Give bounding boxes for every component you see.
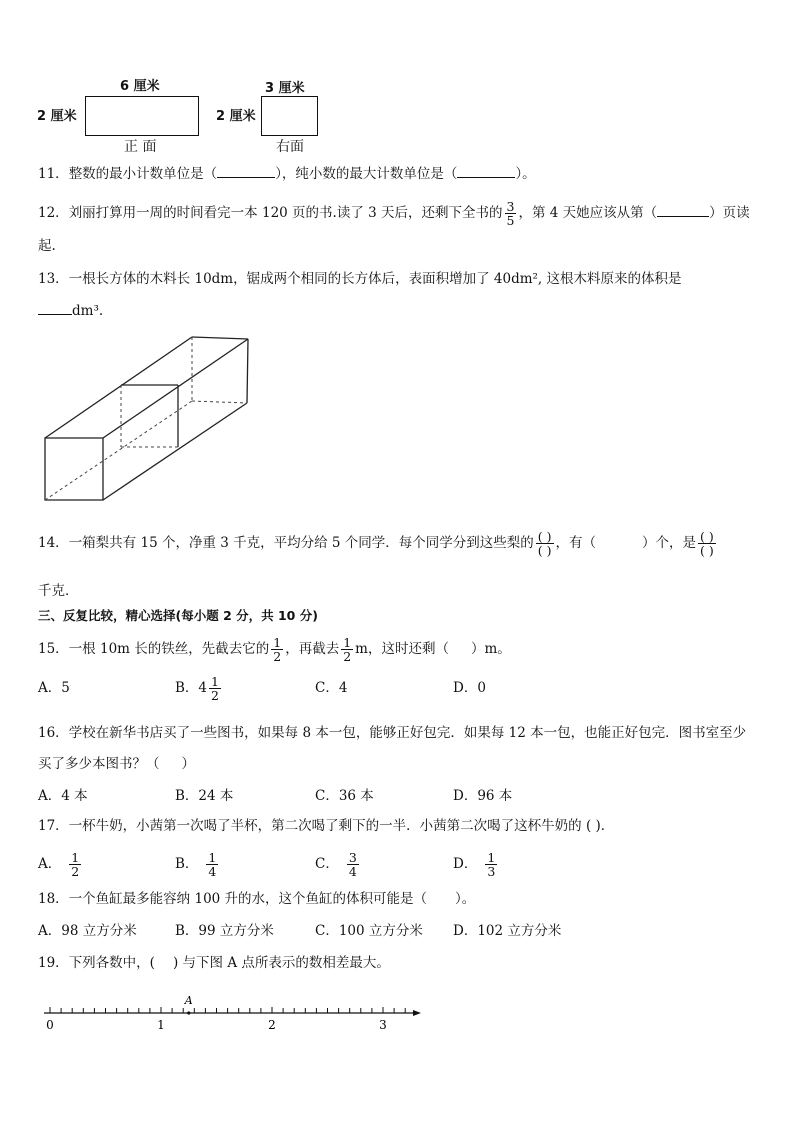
option-d[interactable]	[453, 845, 499, 883]
question-text: 整数的最小计数单位是（	[68, 166, 218, 182]
fraction-denominator: 2	[343, 649, 352, 664]
question-text: ）。	[515, 166, 536, 182]
question-text: ）	[181, 756, 195, 772]
fraction-numerator: ( )	[537, 528, 552, 544]
front-top-label: 6 厘米	[120, 79, 160, 94]
cuboid-diagram	[40, 332, 255, 504]
option-a[interactable]	[38, 845, 83, 883]
question-number: 16．	[38, 725, 69, 741]
cuboid-edge	[103, 403, 247, 500]
question-number: 19．	[38, 955, 69, 971]
point-a-label: A	[184, 994, 193, 1007]
question-text: 下列各数中，(	[68, 955, 155, 971]
question-13	[38, 273, 682, 287]
tick-label: 1	[157, 1018, 165, 1032]
option-b[interactable]: B．24 本	[175, 788, 234, 804]
question-12	[38, 198, 750, 228]
fraction	[206, 851, 218, 878]
question-text: ）个，是	[642, 535, 697, 551]
answer-blank[interactable]	[217, 177, 275, 178]
front-rectangle	[85, 96, 199, 136]
question-number: 15．	[38, 641, 69, 657]
option-a[interactable]: A．5	[38, 680, 70, 696]
question-text: 一个鱼缸最多能容纳 100 升的水，这个鱼缸的体积可能是（	[68, 891, 428, 907]
fraction	[341, 636, 353, 663]
fraction-denominator: 2	[71, 864, 80, 879]
fraction-blank[interactable]	[698, 530, 716, 557]
question-16	[38, 727, 746, 741]
cuboid-front-face	[45, 438, 103, 500]
fraction	[505, 200, 517, 227]
answer-blank[interactable]	[657, 216, 709, 217]
option-label: D．	[453, 856, 478, 872]
cuboid-edge	[103, 339, 248, 438]
question-12-continuation: 起.	[38, 238, 56, 254]
right-rectangle	[261, 96, 318, 136]
answer-blank[interactable]	[38, 314, 72, 315]
fraction-numerator: 1	[343, 634, 352, 650]
fraction-denominator: 2	[273, 649, 282, 664]
hidden-edge	[45, 401, 192, 500]
fraction-denominator: ( )	[700, 543, 714, 558]
question-15	[38, 632, 511, 666]
question-14	[38, 524, 718, 562]
cuboid-edge	[247, 339, 248, 403]
question-text: ）页读	[709, 205, 750, 221]
fraction-numerator: 1	[273, 634, 282, 650]
fraction-blank[interactable]	[536, 530, 554, 557]
question-text: ，有（	[555, 535, 597, 551]
fraction	[485, 851, 497, 878]
fraction-denominator: 4	[208, 864, 217, 879]
fraction-numerator: 1	[71, 849, 80, 865]
front-side-label: 2 厘米	[37, 109, 77, 124]
option-c[interactable]	[315, 845, 361, 883]
question-13-continuation	[38, 305, 103, 319]
question-text: 买了多少本图书？（	[38, 756, 160, 772]
question-19	[38, 957, 390, 971]
right-top-label: 3 厘米	[265, 81, 305, 96]
question-14-continuation: 千克．	[38, 583, 79, 599]
question-number: 11．	[38, 166, 69, 182]
question-text: 一根 10m 长的铁丝，先截去它的	[68, 641, 270, 657]
answer-blank[interactable]	[457, 177, 515, 178]
option-d[interactable]: D．0	[453, 680, 486, 696]
right-bottom-label: 右面	[276, 139, 304, 155]
fraction-numerator: 1	[208, 849, 217, 865]
point-a-marker	[187, 1011, 190, 1014]
fraction-denominator: 2	[211, 688, 219, 703]
question-text: 学校在新华书店买了一些图书，如果每 8 本一包，能够正好包完．如果每 12 本一包，也能正好包完．图书室至少	[68, 725, 747, 741]
fraction	[347, 851, 359, 878]
option-a[interactable]: A．98 立方分米	[38, 923, 137, 939]
option-a[interactable]: A．4 本	[38, 788, 88, 804]
question-text: ）。	[455, 891, 476, 907]
cuboid-edge	[192, 337, 248, 339]
option-d[interactable]: D．102 立方分米	[453, 923, 562, 939]
fraction-denominator: 3	[487, 864, 496, 879]
question-text: ）m。	[470, 641, 511, 657]
option-label: C．	[315, 856, 339, 872]
question-text: ），纯小数的最大计数单位是（	[275, 166, 458, 182]
cuboid-edge	[45, 337, 192, 438]
number-line-diagram	[30, 985, 430, 1035]
option-c[interactable]: C．36 本	[315, 788, 374, 804]
question-number: 18．	[38, 891, 69, 907]
question-16-continuation	[38, 758, 195, 772]
front-bottom-label: 正 面	[124, 139, 157, 155]
option-label: A．	[38, 856, 62, 872]
fraction-denominator: 4	[348, 864, 357, 879]
fraction-denominator: 5	[506, 213, 515, 228]
fraction-numerator: 3	[348, 849, 357, 865]
question-number: 13．	[38, 271, 69, 287]
question-number: 12．	[38, 205, 69, 221]
option-b[interactable]	[175, 845, 220, 883]
tick-label: 2	[268, 1018, 276, 1032]
option-c[interactable]: C．4	[315, 680, 348, 696]
option-label: B．4	[175, 680, 208, 696]
fraction-numerator: ( )	[700, 528, 714, 544]
question-text: 一杯牛奶，小茜第一次喝了半杯，第二次喝了剩下的一半．小茜第二次喝了这杯牛奶的 ( )．	[68, 818, 615, 834]
question-text: 刘丽打算用一周的时间看完一本 120 页的书.读了 3 天后，还剩下全书的	[68, 205, 503, 221]
question-17	[38, 820, 614, 834]
question-text: 一箱梨共有 15 个，净重 3 千克，平均分给 5 个同学．每个同学分到这些梨的	[68, 535, 534, 551]
question-11	[38, 168, 536, 182]
fraction	[209, 675, 221, 702]
option-b[interactable]: B．99 立方分米	[175, 923, 274, 939]
question-number: 14．	[38, 535, 69, 551]
tick-label: 3	[379, 1018, 387, 1032]
fraction	[69, 851, 81, 878]
option-b[interactable]	[175, 670, 223, 706]
tick-label: 0	[46, 1018, 54, 1032]
hidden-edge	[192, 401, 247, 403]
fraction-numerator: 3	[506, 198, 515, 214]
option-c[interactable]: C．100 立方分米	[315, 923, 423, 939]
question-text: ) 与下图 A 点所表示的数相差最大。	[172, 955, 390, 971]
fraction	[271, 636, 283, 663]
question-text: dm³.	[72, 303, 104, 319]
option-label: B．	[175, 856, 199, 872]
right-side-label: 2 厘米	[216, 109, 256, 124]
option-d[interactable]: D．96 本	[453, 788, 513, 804]
fraction-numerator: 1	[211, 673, 219, 689]
question-text: ，再截去	[285, 641, 340, 657]
question-text: 一根长方体的木料长 10dm，锯成两个相同的长方体后，表面积增加了 40dm², 这根木料原来的体积是	[68, 271, 682, 287]
question-number: 17．	[38, 818, 69, 834]
question-text: ，第 4 天她应该从第（	[518, 205, 658, 221]
question-text: m，这时还剩（	[355, 641, 449, 657]
section-heading: 三、反复比较，精心选择(每小题 2 分，共 10 分)	[38, 608, 318, 623]
fraction-numerator: 1	[487, 849, 496, 865]
fraction-denominator: ( )	[537, 543, 552, 558]
question-18	[38, 893, 475, 907]
arrow-head	[413, 1010, 421, 1016]
